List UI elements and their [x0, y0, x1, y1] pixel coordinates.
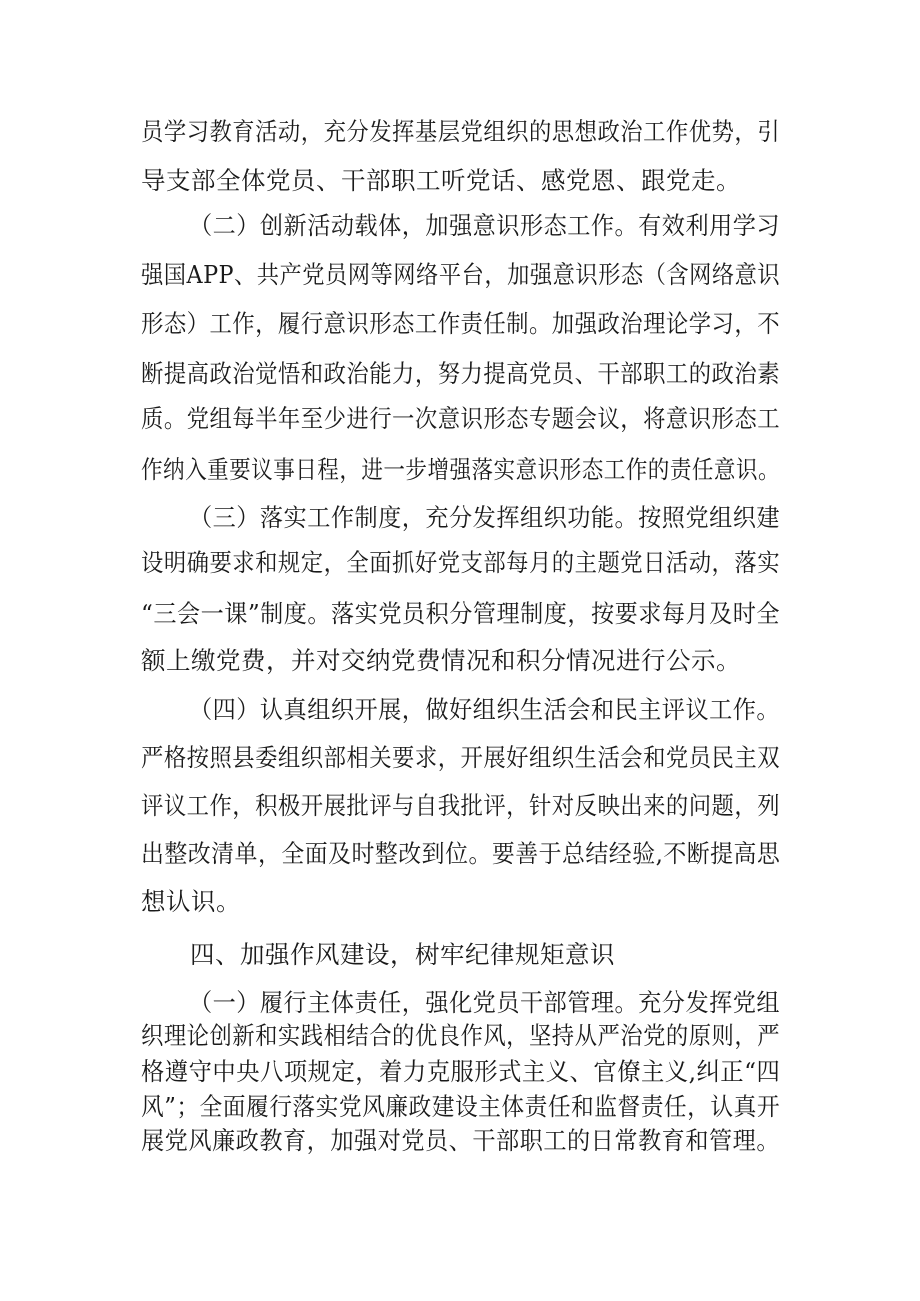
text-line: 严格按照县委组织部相关要求，开展好组织生活会和党员民主双 — [141, 743, 781, 772]
text-line: 导支部全体党员、干部职工听党话、感党恩、跟党走。 — [141, 166, 741, 195]
text-line: 出整改清单，全面及时整改到位。要善于总结经验,不断提高思 — [141, 839, 781, 868]
text-line: 形态）工作，履行意识形态工作责任制。加强政治理论学习，不 — [141, 309, 781, 338]
text-line: 员学习教育活动，充分发挥基层党组织的思想政治工作优势，引 — [141, 117, 781, 146]
text-line: 风”；全面履行落实党风廉政建设主体责任和监督责任，认真开 — [141, 1092, 781, 1121]
text-line: 展党风廉政教育，加强对党员、干部职工的日常教育和管理。 — [141, 1126, 781, 1155]
section-heading: 四、加强作风建设，树牢纪律规矩意识 — [190, 940, 615, 969]
text-line: “三会一课”制度。落实党员积分管理制度，按要求每月及时全 — [141, 599, 781, 628]
text-line: 质。党组每半年至少进行一次意识形态专题会议，将意识形态工 — [141, 404, 781, 433]
text-line: 强国APP、共产党员网等网络平台，加强意识形态（含网络意识 — [141, 260, 781, 289]
text-line: 格遵守中央八项规定，着力克服形式主义、官僚主义,纠正“四 — [141, 1057, 781, 1086]
text-line: 额上缴党费，并对交纳党费情况和积分情况进行公示。 — [141, 646, 741, 675]
paragraph-start: （一）履行主体责任，强化党员干部管理。充分发挥党组 — [189, 988, 780, 1017]
text-line: 作纳入重要议事日程，进一步增强落实意识形态工作的责任意识。 — [141, 455, 781, 484]
text-line: 评议工作，积极开展批评与自我批评，针对反映出来的问题，列 — [141, 791, 781, 820]
paragraph-start: （二）创新活动载体，加强意识形态工作。有效利用学习 — [189, 211, 780, 240]
text-line: 织理论创新和实践相结合的优良作风，坚持从严治党的原则，严 — [141, 1021, 781, 1050]
paragraph-start: （三）落实工作制度，充分发挥组织功能。按照党组织建 — [189, 503, 780, 532]
text-line: 断提高政治觉悟和政治能力，努力提高党员、干部职工的政治素 — [141, 359, 781, 388]
text-line: 设明确要求和规定，全面抓好党支部每月的主题党日活动，落实 — [141, 548, 781, 577]
paragraph-start: （四）认真组织开展，做好组织生活会和民主评议工作。 — [189, 695, 780, 724]
text-line: 想认识。 — [141, 887, 241, 916]
